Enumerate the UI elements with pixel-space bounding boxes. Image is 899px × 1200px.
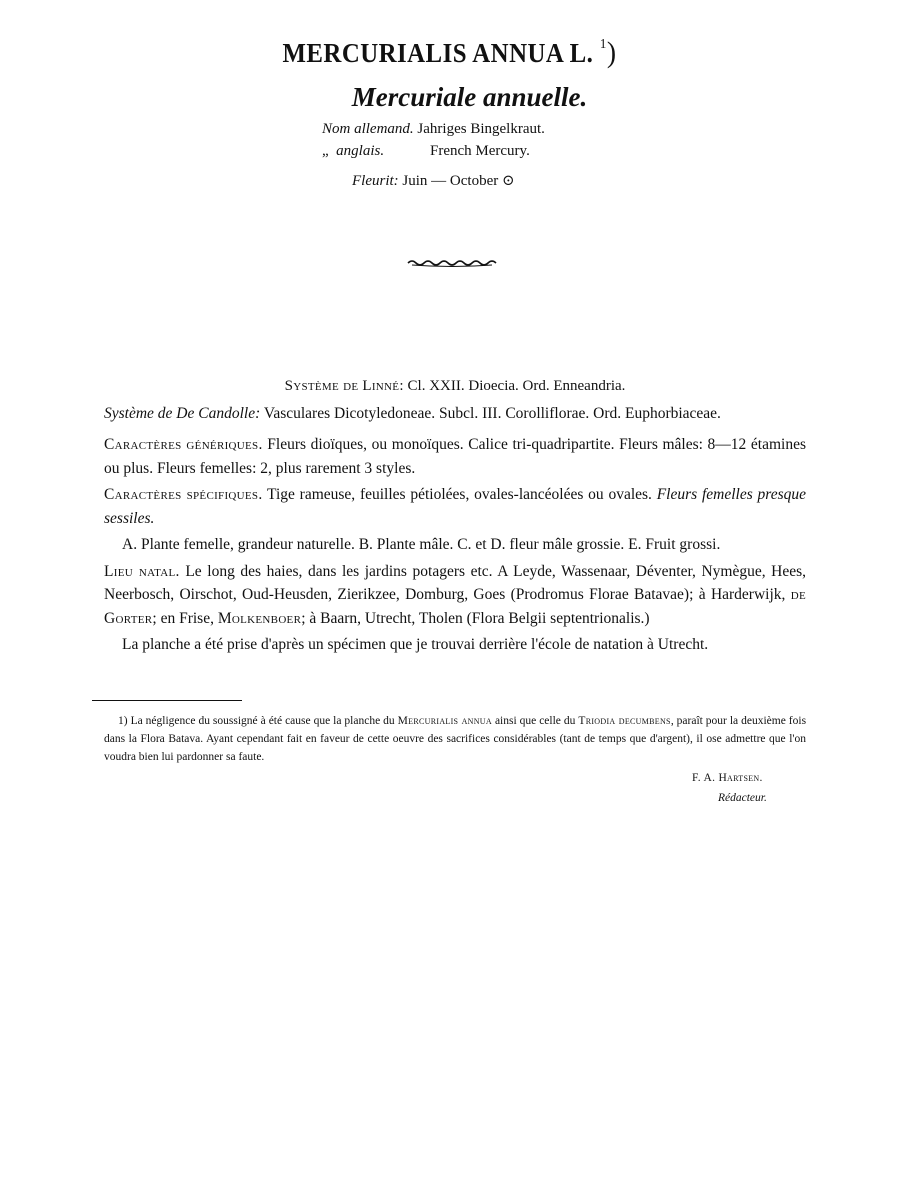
english-name: French Mercury.	[430, 143, 530, 159]
candolle-label: Système de De Candolle:	[104, 404, 261, 422]
generic-label: Caractères génériques.	[104, 436, 263, 453]
footnote-text-1: La négligence du soussigné à été cause que la planche du	[130, 715, 395, 727]
habitat-text-1: Le long des haies, dans les jardins potagers etc. A Leyde, Wassenaar, Déventer, Nymègue, Hees, Neerbosch, Oirschot, Oud-Heusden, Zierikzee, Domburg, Goes (Prodromus Florae Batavae); à Harderwijk,	[104, 562, 807, 603]
footnote-number: 1)	[118, 715, 128, 727]
specific-label: Caractères spécifiques.	[104, 486, 263, 503]
footnote-species-2: Triodia decumbens	[578, 715, 671, 727]
german-name-label: Nom allemand.	[322, 121, 414, 137]
signature-block	[692, 768, 767, 808]
page-subtitle: Mercuriale annuelle.	[351, 82, 588, 112]
page-title: MERCURIALIS ANNUA L. $^1$)	[282, 36, 617, 69]
english-name-label: anglais.	[336, 143, 385, 159]
habitat	[104, 560, 806, 631]
english-name-row	[322, 140, 545, 162]
german-name-row	[322, 118, 545, 140]
flowering-label: Fleurit:	[352, 173, 399, 189]
ditto-mark: „	[322, 143, 329, 159]
generic-text: Fleurs dioïques, ou monoïques. Calice tri-quadripartite. Fleurs mâles: 8—12 étamines ou plus. Fleurs femelles: 2, plus rarement 3 styles.	[104, 436, 806, 477]
signature-name: F. A. Hartsen.	[692, 772, 763, 784]
linne-label: Système de Linné:	[284, 378, 404, 394]
habitat-label: Lieu natal.	[104, 562, 180, 580]
flowering-value: Juin — October ⊙	[402, 173, 515, 189]
candolle-value: Vasculares Dicotyledoneae. Subcl. III. Corolliflorae. Ord. Euphorbiaceae.	[263, 404, 721, 422]
signature-role: Rédacteur.	[718, 792, 767, 804]
footnote-text-2: ainsi que celle du	[494, 715, 576, 727]
german-name: Jahriges Bingelkraut.	[417, 121, 545, 137]
collector-molkenboer: Molkenboer	[217, 609, 302, 627]
candolle-system	[104, 402, 806, 426]
title-footnote-marker: 1	[599, 37, 607, 52]
common-names	[322, 118, 545, 162]
ornament-divider	[406, 257, 498, 269]
specific-text: Tige rameuse, feuilles pétiolées, ovales-lancéolées ou ovales.	[267, 486, 652, 503]
collector-de-gorter: de Gorter	[104, 586, 806, 627]
description-body	[104, 375, 806, 657]
specimen-note: La planche a été prise d'après un spécimen que je trouvai derrière l'école de natation à Utrecht.	[122, 636, 709, 653]
footnote-rule	[92, 700, 242, 701]
generic-characters	[104, 433, 806, 480]
footnote	[104, 712, 806, 766]
plate-legend: A. Plante femelle, grandeur naturelle. B. Plante mâle. C. et D. fleur mâle grossie. E. Fruit grossi.	[122, 536, 721, 553]
linne-value: Cl. XXII. Dioecia. Ord. Enneandria.	[407, 378, 626, 394]
title-text: MERCURIALIS ANNUA L.	[282, 38, 594, 68]
habitat-text-2: ; en Frise,	[152, 609, 214, 627]
footnote-text-3: , paraît pour la deuxième fois dans la Flora Batava. Ayant cependant fait en faveur de cette oeuvre des sacrifices considérables (tant de temps que d'argent), il ose admettre que l'on voudra bien lui pardonner sa faute.	[104, 715, 807, 763]
specific-italic-text: Fleurs femelles presque sessiles.	[104, 486, 807, 527]
footnote-species-1: Mercurialis annua	[397, 715, 492, 727]
specific-characters	[104, 483, 806, 530]
flowering-period	[352, 171, 515, 190]
linne-system	[104, 375, 806, 399]
habitat-text-3: ; à Baarn, Utrecht, Tholen (Flora Belgii septentrionalis.)	[301, 609, 650, 627]
